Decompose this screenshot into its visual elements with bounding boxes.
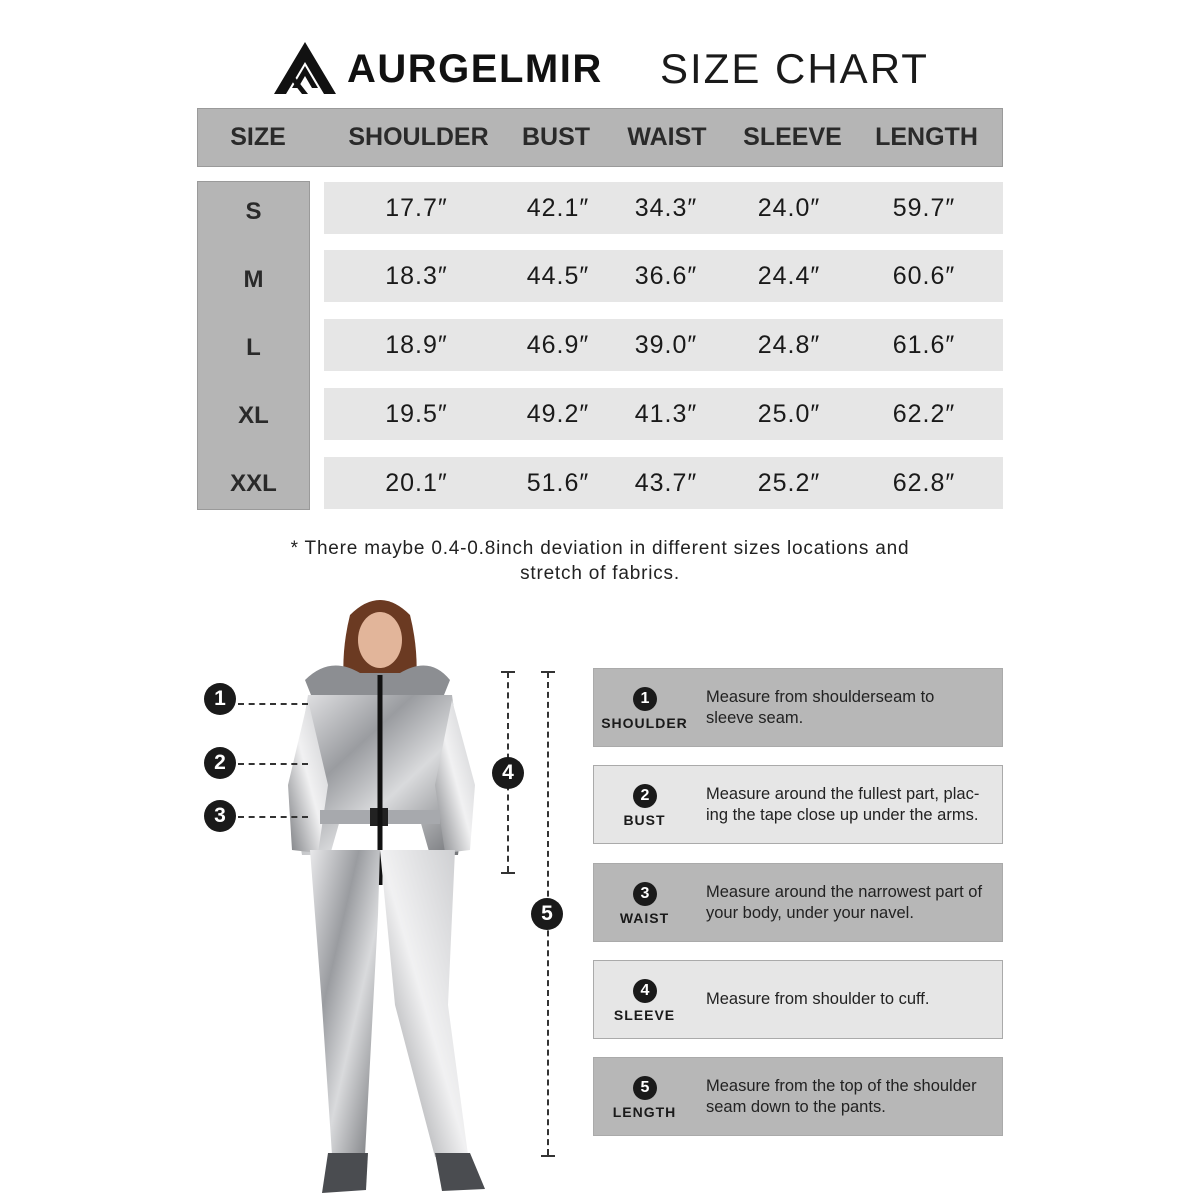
marker-1-badge: 1: [204, 683, 236, 715]
brand-name: AURGELMIR: [347, 47, 603, 91]
guide-desc-line: your body, under your navel.: [706, 904, 914, 922]
guide-number-badge: 1: [633, 687, 657, 711]
guide-desc-line: Measure from shoulderseam to: [706, 688, 935, 706]
cell-sleeve: 25.0″: [757, 400, 821, 428]
table-row: [324, 319, 1003, 371]
length-measure-bottom-cap: [541, 1155, 555, 1157]
size-label-m: M: [243, 266, 264, 293]
sleeve-measure-bottom-cap: [501, 872, 515, 874]
guide-waist: [593, 863, 1003, 942]
guide-description: [706, 882, 998, 924]
size-label-s: S: [245, 198, 262, 225]
model-figure-image: [270, 585, 495, 1197]
cell-bust: 42.1″: [526, 194, 590, 222]
cell-sleeve: 25.2″: [757, 469, 821, 497]
table-row: [324, 457, 1003, 509]
size-label-xxl: XXL: [230, 470, 277, 497]
guide-number-badge: 4: [633, 979, 657, 1003]
cell-waist: 43.7″: [634, 469, 698, 497]
cell-length: 62.8″: [892, 469, 956, 497]
size-label-l: L: [246, 334, 261, 361]
cell-waist: 39.0″: [634, 331, 698, 359]
header-sleeve: SLEEVE: [743, 123, 842, 151]
cell-length: 59.7″: [892, 194, 956, 222]
guide-description: [706, 989, 998, 1010]
guide-desc-line: sleeve seam.: [706, 709, 804, 727]
cell-waist: 36.6″: [634, 262, 698, 290]
header-shoulder: SHOULDER: [348, 123, 489, 151]
guide-description: [706, 1076, 998, 1118]
shoulder-guide-line: [238, 703, 308, 705]
guide-desc-line: Measure from shoulder to cuff.: [706, 990, 930, 1008]
disclaimer-line-1: * There maybe 0.4-0.8inch deviation in different sizes locations and: [290, 538, 910, 559]
header-waist: WAIST: [627, 123, 707, 151]
guide-number-badge: 5: [633, 1076, 657, 1100]
guide-desc-line: Measure from the top of the shoulder: [706, 1077, 977, 1095]
header-length: LENGTH: [875, 123, 978, 151]
guide-number-badge: 3: [633, 882, 657, 906]
guide-label: SHOULDER: [601, 715, 688, 731]
marker-5-badge: 5: [531, 898, 563, 930]
disclaimer-line-2: stretch of fabrics.: [520, 563, 680, 584]
size-label-xl: XL: [238, 402, 269, 429]
table-header: [197, 108, 1003, 167]
guide-label: SLEEVE: [613, 1007, 676, 1023]
cell-shoulder: 18.9″: [385, 331, 448, 359]
table-row: [324, 388, 1003, 440]
cell-bust: 44.5″: [526, 262, 590, 290]
guide-description: [706, 687, 998, 729]
marker-3-badge: 3: [204, 800, 236, 832]
guide-sleeve: [593, 960, 1003, 1039]
guide-desc-line: ing the tape close up under the arms.: [706, 806, 979, 824]
cell-shoulder: 19.5″: [385, 400, 448, 428]
marker-4-badge: 4: [492, 757, 524, 789]
guide-number-badge: 2: [633, 784, 657, 808]
brand-logo-icon: [274, 42, 336, 94]
page-title: SIZE CHART: [660, 45, 929, 92]
cell-shoulder: 17.7″: [385, 194, 448, 222]
cell-bust: 46.9″: [526, 331, 590, 359]
guide-label: BUST: [623, 812, 666, 828]
cell-sleeve: 24.8″: [757, 331, 821, 359]
guide-label: WAIST: [619, 910, 670, 926]
header-size: SIZE: [230, 123, 286, 151]
waist-guide-line: [238, 816, 308, 818]
guide-desc-line: Measure around the fullest part, plac-: [706, 785, 980, 803]
cell-length: 61.6″: [892, 331, 956, 359]
cell-bust: 49.2″: [526, 400, 590, 428]
guide-description: [706, 784, 998, 826]
table-row: [324, 182, 1003, 234]
cell-bust: 51.6″: [526, 469, 590, 497]
size-column: [197, 181, 310, 510]
guide-bust: [593, 765, 1003, 844]
cell-waist: 34.3″: [634, 194, 698, 222]
cell-length: 62.2″: [892, 400, 956, 428]
guide-desc-line: seam down to the pants.: [706, 1098, 886, 1116]
cell-length: 60.6″: [892, 262, 956, 290]
table-row: [324, 250, 1003, 302]
cell-sleeve: 24.0″: [757, 194, 821, 222]
cell-shoulder: 20.1″: [385, 469, 448, 497]
header-bust: BUST: [521, 123, 591, 151]
guide-length: [593, 1057, 1003, 1136]
cell-waist: 41.3″: [634, 400, 698, 428]
cell-sleeve: 24.4″: [757, 262, 821, 290]
disclaimer-note: [200, 536, 1000, 586]
guide-label: LENGTH: [612, 1104, 677, 1120]
cell-shoulder: 18.3″: [385, 262, 448, 290]
guide-shoulder: [593, 668, 1003, 747]
bust-guide-line: [238, 763, 308, 765]
marker-2-badge: 2: [204, 747, 236, 779]
guide-desc-line: Measure around the narrowest part of: [706, 883, 983, 901]
